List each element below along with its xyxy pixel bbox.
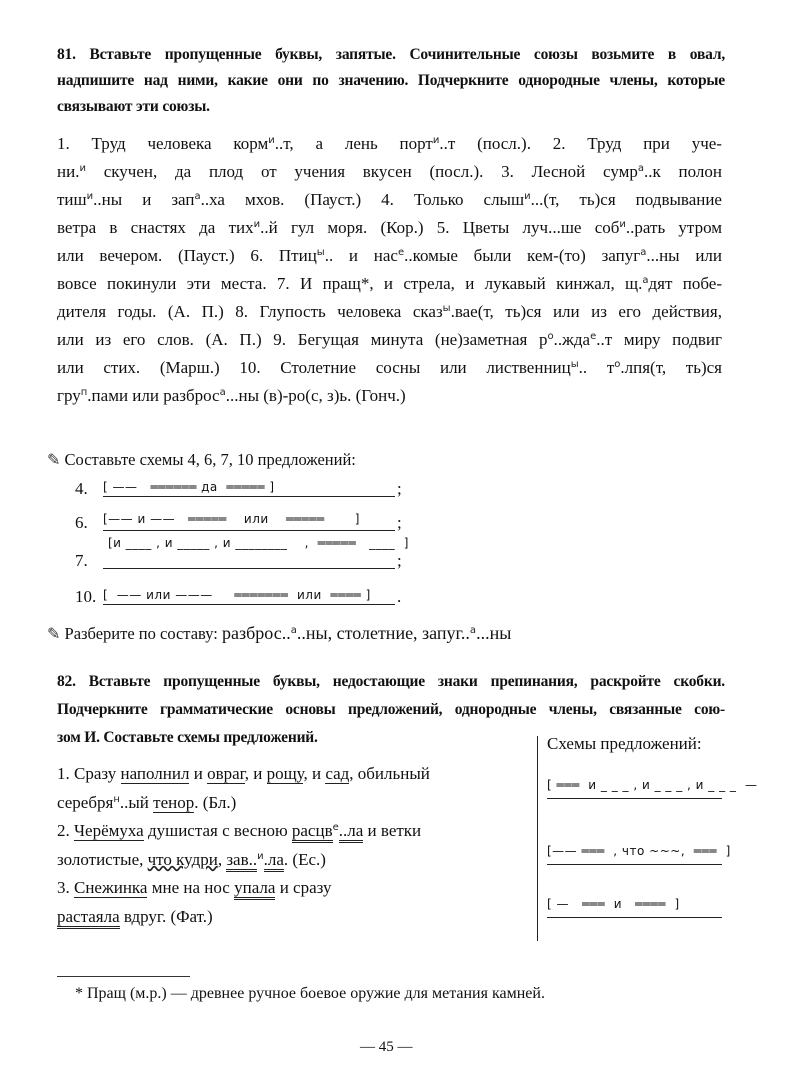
schemes-divider bbox=[537, 736, 538, 941]
handwritten-letter: ы bbox=[570, 359, 579, 370]
handwritten-letter: а bbox=[642, 275, 649, 286]
answer-line bbox=[103, 604, 395, 605]
handwritten-letter: о bbox=[614, 359, 621, 370]
instruction-line: зом И. Составьте схемы предложений. bbox=[57, 729, 318, 746]
text-segment: дителя годы. (А. П.) 8. Глупость человека сказ bbox=[57, 302, 443, 321]
text-line bbox=[57, 162, 722, 182]
text-segment: ...ны (в)-ро(с, з)ь. (Гонч.) bbox=[225, 386, 406, 405]
text-segment: серебря bbox=[57, 792, 114, 812]
scheme-number: 6. bbox=[75, 513, 88, 532]
double-underlined-word: упала bbox=[234, 878, 275, 900]
text-segment: . (Бл.) bbox=[194, 792, 237, 812]
answer-line bbox=[547, 917, 722, 918]
page-number: — 45 — bbox=[360, 1039, 413, 1055]
footnote: * Пращ (м.р.) — древнее ручное боевое оружие для метания камней. bbox=[75, 985, 545, 1002]
handwritten-letter: ы bbox=[442, 303, 451, 314]
text-segment: или из его слов. (А. П.) 9. Бегущая минута (не)заметная р bbox=[57, 330, 548, 349]
handwritten-letter: е bbox=[397, 247, 405, 258]
text-segment: ..т, а лень порт bbox=[274, 134, 433, 153]
text-segment: ..ха мхов. (Пауст.) 4. Только слыш bbox=[200, 190, 525, 209]
handwritten-letter: и bbox=[257, 850, 264, 862]
text-line bbox=[57, 274, 722, 294]
instruction-line: 81. Вставьте пропущенные буквы, запятые. Сочинительные союзы возьмите в овал, bbox=[57, 46, 725, 63]
text-segment: или стих. (Марш.) 10. Столетние сосны или лиственниц bbox=[57, 358, 571, 377]
schemes-title: Схемы предложений: bbox=[547, 734, 702, 753]
handwritten-letter: п bbox=[80, 387, 88, 398]
text-segment: 1. Сразу bbox=[57, 764, 121, 783]
text-segment: .. т bbox=[578, 358, 615, 377]
scheme-number: 7. bbox=[75, 551, 88, 570]
text-segment: ..ны, столетние, запуг.. bbox=[296, 623, 470, 643]
text-segment: скучен, да плод от учения вкусен (посл.). 3. Лесной сумр bbox=[85, 162, 638, 181]
text-segment: 3. bbox=[57, 878, 74, 897]
pencil-icon: ✎ bbox=[47, 452, 61, 469]
handwritten-letter: а bbox=[637, 163, 645, 174]
wavy-underlined-word: что кудри bbox=[147, 849, 218, 869]
text-line bbox=[57, 330, 722, 350]
text-segment: гру bbox=[57, 386, 81, 405]
text-segment: ..рать утром bbox=[625, 218, 722, 237]
text-segment: ..к полон bbox=[644, 162, 722, 181]
underlined-word: тенор bbox=[153, 792, 195, 812]
text-segment: ..й гул моря. (Кор.) 5. Цветы луч...ше соб bbox=[260, 218, 620, 237]
handwritten-letter: а bbox=[290, 625, 297, 636]
text-segment: ..т (посл.). 2. Труд при уче- bbox=[439, 134, 722, 153]
text-segment: .вае(т, ть)ся или из его действия, bbox=[450, 302, 722, 321]
instruction-line: надпишите над ними, какие они по значению. Подчеркните однородные члены, которые bbox=[57, 72, 725, 89]
text-segment: мне на нос bbox=[147, 878, 235, 897]
underlined-word: рощу bbox=[266, 764, 304, 783]
text-segment: ветра в снастях да тих bbox=[57, 218, 254, 237]
text-segment: тиш bbox=[57, 190, 87, 209]
scheme-drawing: [—— ═══ , что ~~~, ═══ ] bbox=[547, 844, 731, 858]
text-segment: вовсе покинули эти места. 7. И пращ*, и стрела, и лукавый кинжал, щ. bbox=[57, 274, 643, 293]
text-line bbox=[57, 246, 722, 266]
text-segment: 1. Труд человека корм bbox=[57, 134, 269, 153]
text-segment: ...ны bbox=[476, 623, 512, 643]
scheme-end-mark: ; bbox=[397, 513, 402, 532]
text-segment: ..ый bbox=[119, 792, 154, 812]
text-segment: и сразу bbox=[275, 878, 332, 897]
text-segment: ..ны и зап bbox=[93, 190, 195, 209]
scheme-end-mark: ; bbox=[397, 479, 402, 498]
instruction-line: связывают эти союзы. bbox=[57, 98, 210, 115]
sentence-line bbox=[57, 764, 430, 784]
handwritten-letter: а bbox=[469, 625, 477, 636]
handwritten-letter: и bbox=[524, 191, 531, 202]
handwritten-letter: е bbox=[590, 331, 597, 342]
sentence-line bbox=[57, 793, 236, 813]
scheme-end-mark: . bbox=[397, 587, 402, 606]
scheme-number: 4. bbox=[75, 479, 88, 498]
instruction-line: 82. Вставьте пропущенные буквы, недостающие знаки препинания, раскройте скобки. bbox=[57, 673, 725, 690]
text-segment: .пами или разброс bbox=[87, 386, 220, 405]
text-segment: дят побе- bbox=[648, 274, 722, 293]
text-segment: ..комые были кем-(то) запуг bbox=[404, 246, 641, 265]
scheme-drawing: [ ═══ и _ _ _ , и _ _ _ , и _ _ _ — bbox=[547, 778, 758, 792]
scheme-number: 10. bbox=[75, 587, 97, 606]
underlined-word: Черёмуха bbox=[74, 821, 144, 840]
handwritten-letter: и bbox=[619, 219, 626, 230]
underlined-word: Снежинка bbox=[74, 878, 148, 897]
text-segment: ..т миру подвиг bbox=[596, 330, 723, 349]
double-underlined-word: .ла bbox=[264, 850, 284, 872]
text-segment: душистая с весною bbox=[143, 821, 292, 840]
scheme-drawing: [ —— или ——— ═══════ или ════ ] bbox=[103, 588, 371, 602]
schemes-prompt-text: Составьте схемы 4, 6, 7, 10 предложений: bbox=[64, 450, 356, 469]
text-segment: и ветки bbox=[363, 821, 422, 840]
handwritten-letter: о bbox=[547, 331, 554, 342]
exercise-81-instructions bbox=[57, 42, 725, 120]
text-line bbox=[57, 190, 722, 210]
scheme-end-mark: ; bbox=[397, 551, 402, 570]
double-underlined-word: растаяла bbox=[57, 907, 120, 929]
underlined-word: овраг bbox=[207, 764, 245, 783]
scheme-drawing: [ — ═══ и ════ ] bbox=[547, 897, 680, 911]
handwritten-letter: н bbox=[113, 793, 120, 805]
sentence-line bbox=[57, 907, 213, 927]
scheme-drawing: [ —— ══════ да ═════ ] bbox=[103, 480, 275, 494]
answer-line bbox=[103, 568, 395, 569]
text-segment: .лпя(т, ть)ся bbox=[620, 358, 722, 377]
footnote-divider bbox=[57, 976, 190, 977]
handwritten-letter: и bbox=[79, 163, 86, 174]
handwritten-letter: и bbox=[253, 219, 261, 230]
text-segment: , и bbox=[303, 764, 326, 783]
text-segment: ...(т, ть)ся подвывание bbox=[530, 190, 722, 209]
underlined-word: сад bbox=[325, 764, 350, 783]
handwritten-letter: и bbox=[86, 191, 94, 202]
text-segment: , обильный bbox=[349, 764, 430, 783]
text-segment: и bbox=[189, 764, 208, 783]
answer-line bbox=[103, 496, 395, 497]
morph-words bbox=[222, 623, 511, 643]
handwritten-letter: а bbox=[194, 191, 201, 202]
morph-prompt bbox=[47, 622, 511, 646]
double-underlined-word: зав.. bbox=[226, 850, 257, 872]
schemes-prompt bbox=[47, 450, 356, 471]
text-segment: . (Ес.) bbox=[283, 849, 326, 869]
text-segment: .. и нас bbox=[324, 246, 398, 265]
text-segment: , bbox=[217, 849, 227, 869]
handwritten-letter: е bbox=[332, 822, 339, 833]
text-segment: , и bbox=[244, 764, 267, 783]
handwritten-letter: ы bbox=[316, 247, 325, 258]
text-segment: ни. bbox=[57, 162, 80, 181]
sentence-line bbox=[57, 821, 421, 841]
handwritten-letter: и bbox=[432, 135, 440, 146]
handwritten-letter: и bbox=[268, 135, 275, 146]
text-segment: золотистые, bbox=[57, 849, 148, 869]
text-line bbox=[57, 218, 722, 238]
text-segment: или вечером. (Пауст.) 6. Птиц bbox=[57, 246, 317, 265]
underlined-word: наполнил bbox=[120, 764, 190, 783]
double-underlined-word: расцв bbox=[292, 821, 333, 843]
answer-line bbox=[547, 864, 722, 865]
handwritten-letter: а bbox=[219, 387, 226, 398]
text-line bbox=[57, 302, 722, 322]
text-segment: ..жда bbox=[553, 330, 591, 349]
pencil-icon: ✎ bbox=[47, 626, 61, 643]
text-segment: ...ны или bbox=[646, 246, 723, 265]
sentence-line bbox=[57, 850, 326, 870]
text-segment: вдруг. (Фат.) bbox=[119, 906, 213, 926]
text-line bbox=[57, 358, 722, 378]
handwritten-letter: а bbox=[640, 247, 647, 258]
answer-line bbox=[103, 530, 395, 531]
instruction-line: Подчеркните грамматические основы предложений, однородные члены, связанные сою- bbox=[57, 701, 725, 718]
morph-prompt-text: Разберите по составу: bbox=[64, 624, 218, 643]
text-line bbox=[57, 386, 722, 406]
scheme-drawing: [и ____ , и _____ , и ________ , ═════ ____ ] bbox=[108, 536, 409, 550]
answer-line bbox=[547, 798, 722, 799]
text-segment: разброс.. bbox=[222, 623, 291, 643]
text-line bbox=[57, 134, 722, 154]
double-underlined-word: ..ла bbox=[339, 821, 364, 843]
scheme-drawing: [—— и —— ═════ или ═════ ] bbox=[103, 512, 360, 526]
sentence-line bbox=[57, 878, 331, 898]
text-segment: 2. bbox=[57, 821, 74, 840]
